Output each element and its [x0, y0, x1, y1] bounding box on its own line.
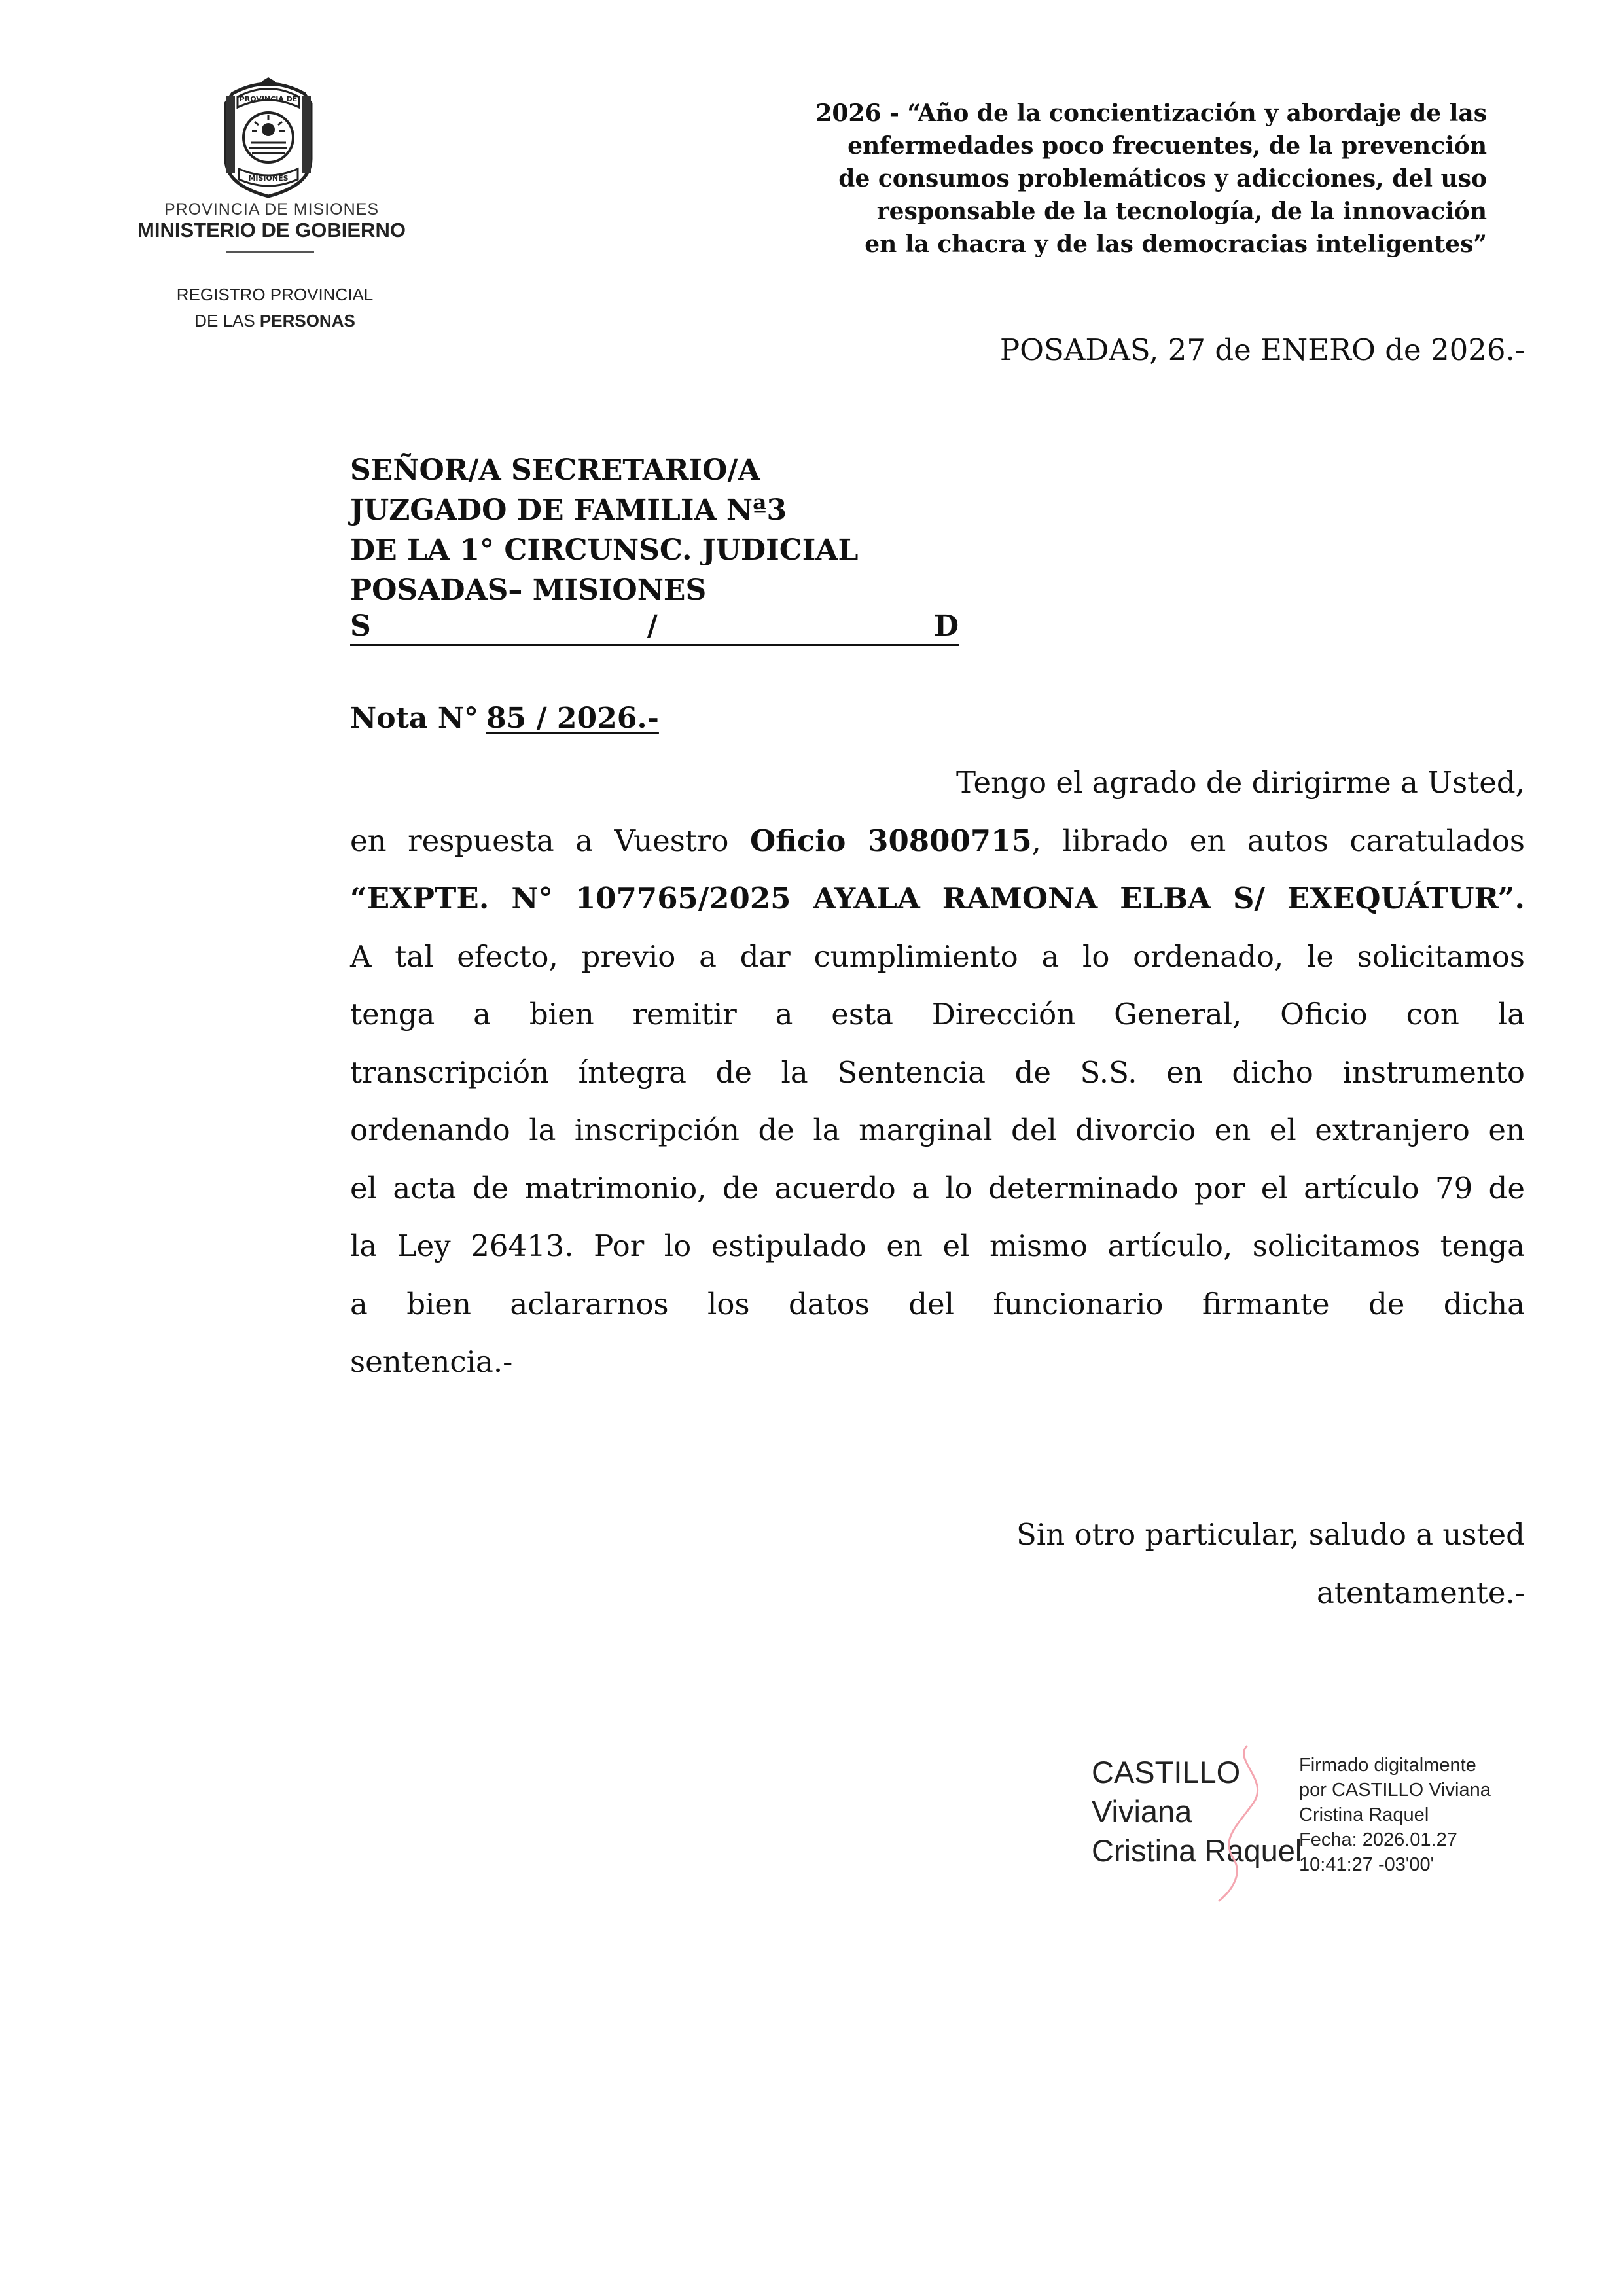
oficio-number: Oficio 30800715: [749, 823, 1032, 858]
note-value: 85 / 2026.-: [486, 702, 659, 735]
signer-name-line: CASTILLO: [1092, 1755, 1241, 1789]
registro-label: [164, 281, 386, 334]
signature-detail-line: 10:41:27 -03'00': [1299, 1854, 1435, 1875]
recipient-line: SEÑOR/A SECRETARIO/A: [350, 454, 760, 487]
ministry-divider: [226, 251, 314, 253]
digital-signature-mark-icon: [1207, 1741, 1279, 1905]
sd-s: S: [350, 609, 371, 643]
ministry-province: PROVINCIA DE MISIONES: [164, 200, 379, 219]
signature-detail-line: por CASTILLO Viviana: [1299, 1780, 1491, 1801]
registro-line1: REGISTRO PROVINCIAL: [176, 285, 374, 304]
recipient-block: [350, 450, 965, 646]
body-line: la Ley 26413. Por lo estipulado en el mismo artículo, solicitamos tenga: [350, 1229, 1525, 1263]
crest-text-bottom: MISIONES: [248, 174, 289, 183]
sd-slash: /: [647, 609, 658, 643]
motto-line: enfermedades poco frecuentes, de la prevención: [847, 132, 1487, 160]
letter-body: [350, 754, 1525, 1391]
body-line: A tal efecto, previo a dar cumplimiento a lo ordenado, le solicitamos: [350, 939, 1525, 974]
registro-line2-a: DE LAS: [194, 311, 260, 331]
signature-details: [1299, 1753, 1491, 1877]
recipient-line: JUZGADO DE FAMILIA Nª3: [350, 493, 787, 527]
ministry-name: MINISTERIO DE GOBIERNO: [137, 219, 406, 242]
motto-line: 2026 - “Año de la concientización y abordaje de las: [815, 99, 1487, 127]
motto-line: responsable de la tecnología, de la innovación: [876, 198, 1487, 225]
signature-detail-line: Firmado digitalmente: [1299, 1755, 1476, 1776]
closing-line: Sin otro particular, saludo a usted: [1016, 1517, 1525, 1552]
motto-line: de consumos problemáticos y adicciones, del uso: [838, 165, 1487, 192]
body-line-part: en respuesta a Vuestro: [350, 823, 750, 858]
body-line-part: , librado en autos caratulados: [1031, 823, 1525, 858]
signature-stroke: [1219, 1746, 1258, 1901]
body-line: ordenando la inscripción de la marginal del divorcio en el extranjero en: [350, 1113, 1525, 1147]
body-line: a bien aclararnos los datos del funcionario firmante de dicha: [350, 1286, 1525, 1321]
crest-text-top: PROVINCIA DE: [239, 95, 298, 103]
body-line: tenga a bien remitir a esta Dirección General, Oficio con la: [350, 997, 1525, 1031]
signer-name-line: Cristina Raquel: [1092, 1833, 1302, 1868]
signature-detail-line: Cristina Raquel: [1299, 1804, 1429, 1825]
recipient-line: DE LA 1° CIRCUNSC. JUDICIAL: [350, 533, 859, 567]
note-number: [350, 702, 659, 735]
body-line: transcripción íntegra de la Sentencia de S.S. en dicho instrumento: [350, 1054, 1525, 1090]
sd-d: D: [933, 609, 959, 643]
body-line: el acta de matrimonio, de acuerdo a lo determinado por el artículo 79 de: [350, 1170, 1525, 1206]
signer-name-line: Viviana: [1092, 1794, 1192, 1829]
recipient-sd: [350, 610, 959, 646]
motto-line: en la chacra y de las democracias inteligentes”: [865, 230, 1487, 258]
signature-detail-line: Fecha: 2026.01.27: [1299, 1829, 1457, 1850]
case-title-text: “EXPTE. N° 107765/2025 AYALA RAMONA ELBA S/ EXEQUÁTUR”.: [350, 881, 1525, 916]
case-title: [350, 870, 1525, 928]
year-motto: [654, 97, 1487, 260]
closing-line: atentamente.-: [1317, 1575, 1525, 1610]
registro-line2-b: PERSONAS: [259, 311, 355, 331]
document-date: POSADAS, 27 de ENERO de 2026.-: [999, 332, 1525, 367]
body-line: Tengo el agrado de dirigirme a Usted,: [956, 765, 1525, 800]
closing: [785, 1505, 1525, 1622]
body-line: sentencia.-: [350, 1344, 513, 1379]
recipient-line: POSADAS– MISIONES: [350, 573, 707, 607]
note-label: Nota N°: [350, 702, 478, 735]
provincial-crest-icon: [213, 77, 324, 198]
body-line: [350, 812, 1525, 870]
